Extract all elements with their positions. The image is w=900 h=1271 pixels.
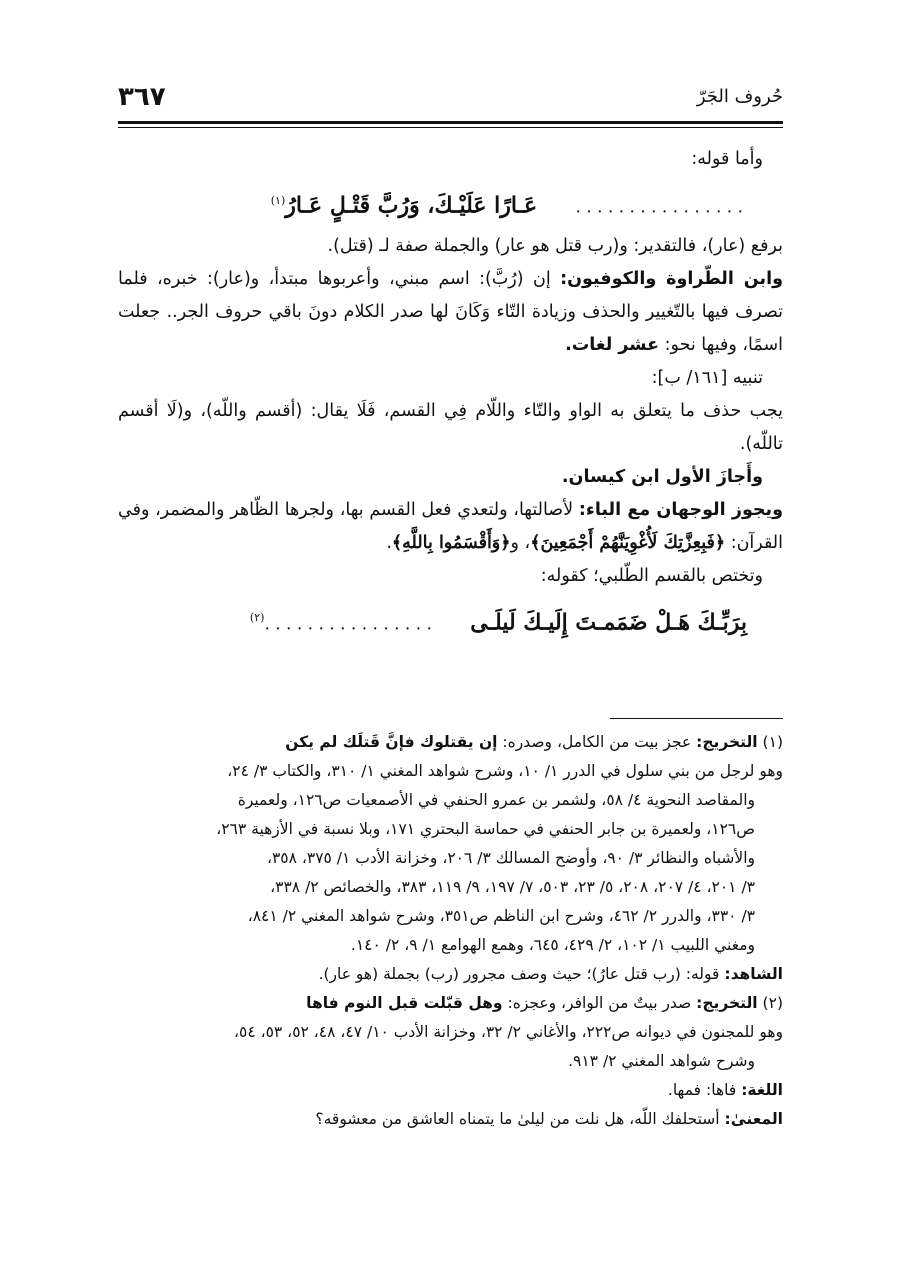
footnote-2-text: صدر بيتٌ من الوافر، وعجزه: bbox=[502, 994, 697, 1012]
quran-quote-1: ﴿فَبِعِزَّتِكَ لَأُغْوِيَنَّهُمْ أَجْمَعِينَ﴾ bbox=[530, 533, 726, 554]
footnote-1-label: التخريج: bbox=[696, 733, 758, 751]
evidence-label: الشاهد: bbox=[724, 965, 783, 983]
meaning-text: أستحلفك اللّه، هل نلت من ليلىٰ ما يتمناه العاشق من معشوقه؟ bbox=[315, 1110, 725, 1128]
evidence-text: قوله: (رب قتل عارُ)؛ حيث وصف مجرور (رب) بجملة (هو عار). bbox=[318, 965, 725, 983]
footnote-1-line-7: ٣/ ٣٣٠، والدرر ٢/ ٤٦٢، وشرح ابن الناظم ص٣٥١، وشرح شواهد المغني ٢/ ٨٤١، bbox=[247, 907, 755, 925]
paragraph-2-text: إن (رُبَّ): اسم مبني، وأعربوها مبتدأ، و(عار): خبره، فلما تصرف فيها بالتّغيير والحذف وزيادة التّاء وَكَانَ لها صدر الكلام دونَ باقي حروف الجر.. جعلت اسمًا، وفيها نحو: bbox=[118, 269, 783, 356]
footnote-1-text: عجز بيت من الكامل، وصدره: bbox=[497, 733, 697, 751]
page-number: ٣٦٧ bbox=[118, 82, 166, 112]
footnote-1-verse: إن يقتلوك فإنَّ قَتلَك لم يكن bbox=[285, 733, 498, 751]
footnote-1-number: (١) bbox=[757, 733, 783, 751]
footnote-2-meaning bbox=[118, 1105, 783, 1134]
main-text bbox=[118, 143, 783, 648]
running-title: حُروف الجَرّ bbox=[696, 86, 783, 107]
paragraph-2-lead: وابن الطّراوة والكوفيون: bbox=[560, 269, 783, 290]
footnote-1-evidence bbox=[118, 960, 783, 989]
paragraph-6-end: . bbox=[386, 533, 392, 554]
header-rule-thin bbox=[118, 127, 783, 128]
footnote-1-line-4: ص١٢٦، ولعميرة بن جابر الحنفي في حماسة البحتري ١٧١، وبلا نسبة في الأزهية ٢٦٣، bbox=[216, 820, 755, 838]
footnote-1-line-3: والمقاصد النحوية ٤/ ٥٨، ولشمر بن عمرو الحنفي في الأصمعيات ص١٢٦، ولعميرة bbox=[237, 791, 755, 809]
intro-line: وأما قوله: bbox=[691, 149, 763, 169]
paragraph-4: يجب حذف ما يتعلق به الواو والتّاء واللّام فِي القسم، فَلَا يقال: (أقسم واللّه)، و(لَا أقسم تاللّه). bbox=[118, 401, 783, 455]
footnote-marker-2: (٢) bbox=[249, 611, 265, 625]
footnote-1-line-6: ٣/ ٢٠١، ٤/ ٢٠٧، ٢٠٨، ٥/ ٢٣، ٥٠٣، ٧/ ١٩٧، ٩/ ١١٩، ٣٨٣، والخصائص ٢/ ٣٣٨، bbox=[270, 878, 755, 896]
footnote-2-label: التخريج: bbox=[696, 994, 758, 1012]
verse-1-text: عَـارًا عَلَيْـكَ، وَرُبَّ قَتْـلٍ عَـارُ bbox=[285, 192, 538, 219]
paragraph-2-end: عشر لغات. bbox=[565, 335, 660, 356]
language-label: اللغة: bbox=[741, 1081, 783, 1099]
footnote-1-line-8: ومغني اللبيب ١/ ١٠٢، ٢/ ٤٢٩، ٦٤٥، وهمع الهوامع ١/ ٩، ٢/ ١٤٠. bbox=[350, 936, 755, 954]
meaning-label: المعنىٰ: bbox=[724, 1110, 783, 1128]
paragraph-1: برفع (عار)، فالتقدير: و(رب قتل هو عار) والجملة صفة لـ (قتل). bbox=[327, 236, 783, 257]
paragraph-5: وأَجازَ الأول ابن كيسان. bbox=[561, 467, 763, 488]
footnote-2-language bbox=[118, 1076, 783, 1105]
header-rule-thick bbox=[118, 121, 783, 124]
paragraph-6-text: لأصالتها، ولتعدي فعل القسم بها، ولجرها الظّاهر والمضمر، وفي القرآن: bbox=[118, 500, 783, 554]
footnotes bbox=[118, 728, 783, 1134]
footnote-2-line-2: وهو للمجنون في ديوانه ص٢٢٢، والأغاني ٢/ ٣٢، وخزانة الأدب ١٠/ ٤٧، ٤٨، ٥٢، ٥٣، ٥٤، bbox=[233, 1023, 783, 1041]
language-text: فاها: فمها. bbox=[667, 1081, 742, 1099]
verse-2-dots: . . . . . . . . . . . . . . . . bbox=[264, 614, 432, 635]
paragraph-6-sep: ، و bbox=[510, 533, 531, 554]
footnote-1-line-2: وهو لرجل من بني سلول في الدرر ١/ ١٠، وشرح شواهد المغني ١/ ٣١٠، والكتاب ٣/ ٢٤، bbox=[227, 762, 783, 780]
page-header bbox=[118, 82, 783, 118]
footnote-1-first-line bbox=[118, 728, 783, 757]
footnote-2-number: (٢) bbox=[757, 994, 783, 1012]
verse-1 bbox=[118, 184, 783, 224]
footnote-2-line-3: وشرح شواهد المغني ٢/ ٩١٣. bbox=[568, 1052, 755, 1070]
quran-quote-2: ﴿وَأَقْسَمُوا بِاللَّهِ﴾ bbox=[391, 533, 511, 554]
paragraph-7: وتختص بالقسم الطّلبي؛ كقوله: bbox=[540, 566, 763, 587]
paragraph-6 bbox=[118, 494, 783, 560]
paragraph-6-lead: ويجوز الوجهان مع الباء: bbox=[578, 500, 783, 521]
footnote-separator bbox=[610, 718, 783, 719]
footnote-1-line-5: والأشباه والنظائر ٣/ ٩٠، وأوضح المسالك ٣/ ٢٠٦، وخزانة الأدب ١/ ٣٧٥، ٣٥٨، bbox=[266, 849, 755, 867]
footnote-2-first-line bbox=[118, 989, 783, 1018]
verse-1-dots: . . . . . . . . . . . . . . . . bbox=[575, 197, 743, 218]
footnote-marker-1: (١) bbox=[270, 194, 286, 207]
footnote-2-verse: وهل قبّلت قبل النوم فاها bbox=[306, 994, 503, 1012]
note-heading: تنبيه [١٦١/ ب]: bbox=[651, 368, 763, 389]
paragraph-2 bbox=[118, 263, 783, 362]
verse-2 bbox=[118, 601, 783, 641]
verse-2-text: بِرَبِّـكَ هَـلْ ضَمَمـتَ إِلَيـكَ لَيلَـى bbox=[470, 609, 747, 636]
